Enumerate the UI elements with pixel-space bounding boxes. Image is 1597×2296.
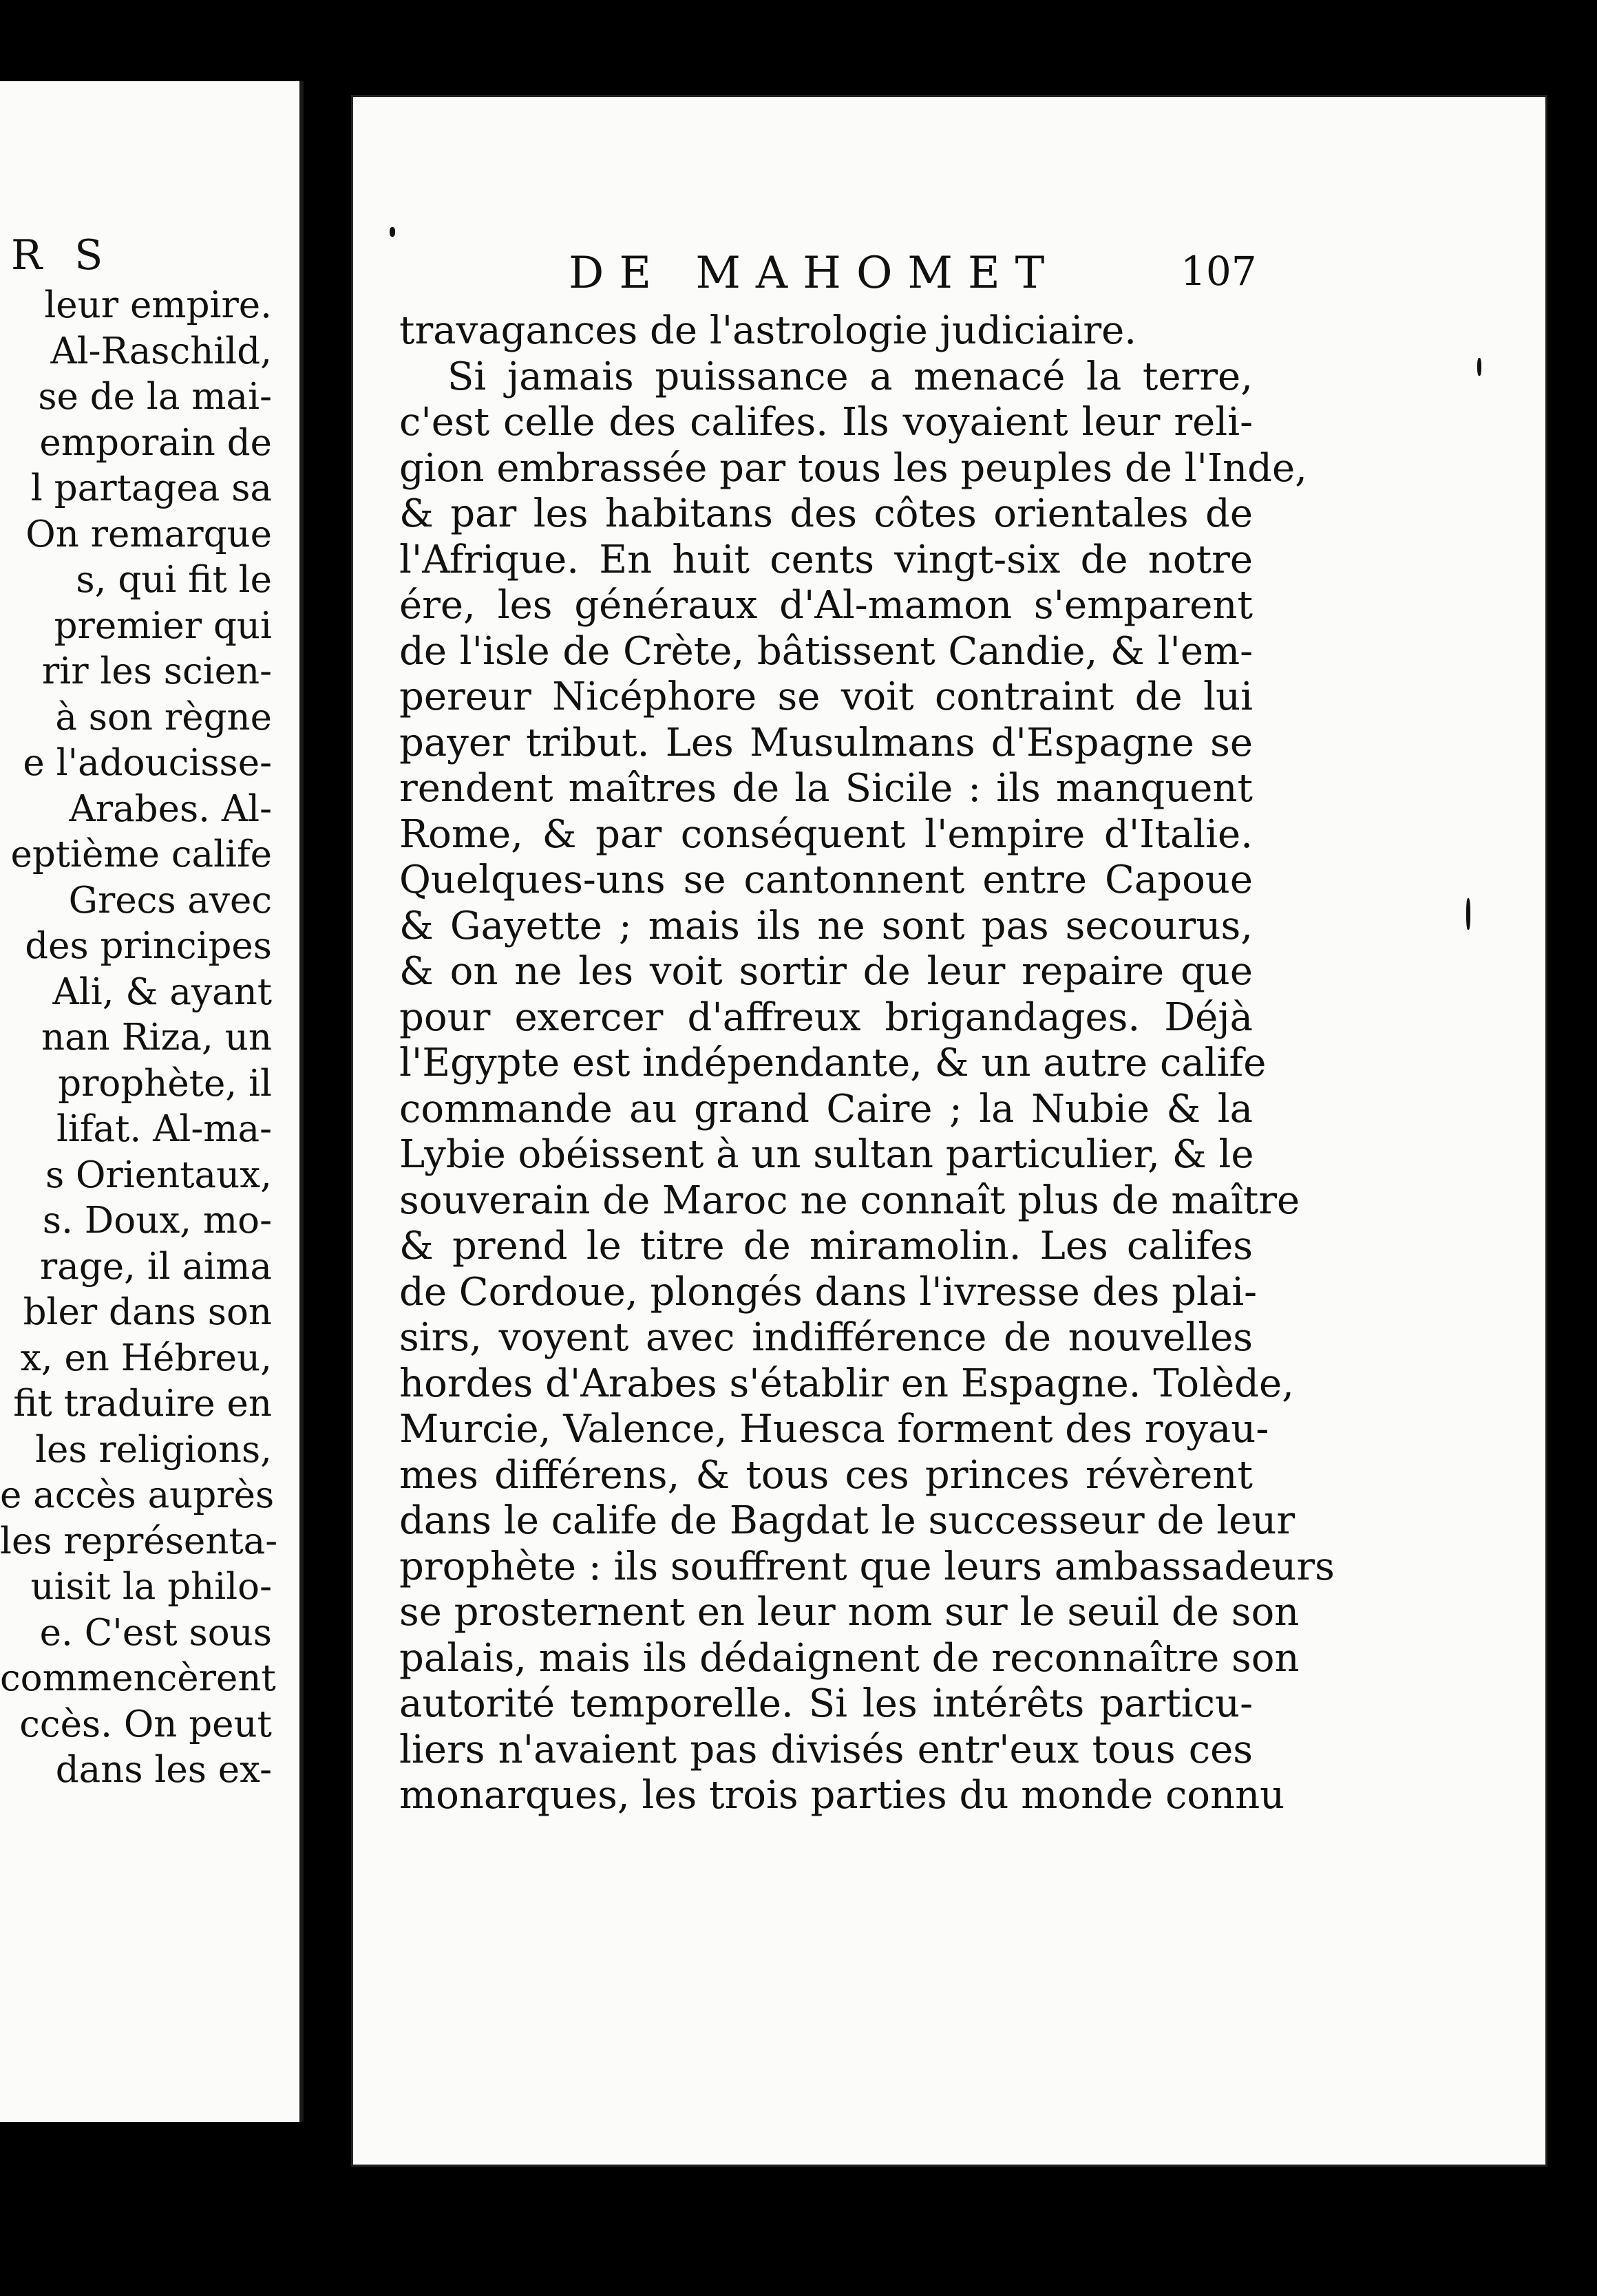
text-line: commande au grand Caire ; la Nubie & la	[399, 1086, 1253, 1131]
text-line: se prosternent en leur nom sur le seuil de son	[399, 1590, 1300, 1635]
text-line: e. C'est sous	[39, 1611, 272, 1654]
text-line: mes différens, & tous ces princes révèrent	[399, 1452, 1253, 1498]
text-line: e accès auprès	[0, 1474, 275, 1516]
text-line: palais, mais ils dédaignent de reconnaître son	[399, 1635, 1300, 1681]
text-line: Al-Raschild,	[50, 330, 272, 372]
ink-speck	[1477, 358, 1481, 376]
text-line: autorité temporelle. Si les intérêts particu-	[399, 1681, 1253, 1726]
text-line: payer tribut. Les Musulmans d'Espagne se	[399, 720, 1253, 765]
text-line: hordes d'Arabes s'établir en Espagne. Tolède,	[399, 1361, 1294, 1406]
text-line: Arabes. Al-	[69, 787, 272, 830]
text-line: rir les scien-	[41, 650, 272, 692]
text-line: prophète : ils souffrent que leurs ambassadeurs	[399, 1544, 1335, 1589]
text-line: & prend le titre de miramolin. Les califes	[399, 1224, 1253, 1268]
text-line: Quelques-uns se cantonnent entre Capoue	[399, 858, 1253, 902]
text-line: l'Afrique. En huit cents vingt-six de notre	[399, 537, 1253, 582]
left-running-head: R S	[11, 231, 113, 279]
text-line: premier qui	[54, 604, 272, 647]
page-number: 107	[1181, 248, 1257, 295]
left-page	[0, 81, 304, 2122]
text-line: de Cordoue, plongés dans l'ivresse des plai-	[399, 1269, 1258, 1315]
text-line: Lybie obéissent à un sultan particulier, & le	[399, 1132, 1254, 1177]
text-line: c'est celle des califes. Ils voyaient leur reli-	[399, 400, 1253, 445]
text-line: Rome, & par conséquent l'empire d'Italie.	[399, 811, 1253, 857]
text-line: ccès. On peut	[19, 1703, 272, 1745]
text-line: eptième calife	[10, 833, 272, 875]
text-line: & par les habitans des côtes orientales de	[399, 491, 1253, 536]
text-line: l partagea sa	[30, 467, 272, 509]
text-line: les religions,	[35, 1428, 272, 1471]
text-line: souverain de Maroc ne connaît plus de maître	[399, 1178, 1300, 1223]
text-line: liers n'avaient pas divisés entr'eux tous ces	[399, 1727, 1253, 1772]
text-line: x, en Hébreu,	[20, 1337, 272, 1379]
text-line: l'Egypte est indépendante, & un autre calife	[399, 1041, 1267, 1085]
text-line: ére, les généraux d'Al-mamon s'emparent	[399, 583, 1253, 628]
ink-speck	[1466, 898, 1470, 930]
text-line: gion embrassée par tous les peuples de l'Inde,	[399, 445, 1307, 491]
text-line: Si jamais puissance a menacé la terre,	[447, 354, 1253, 399]
text-line: Ali, & ayant	[52, 970, 272, 1013]
text-line: dans les ex-	[55, 1749, 272, 1791]
text-line: s Orientaux,	[45, 1154, 272, 1196]
text-line: bler dans son	[23, 1291, 272, 1333]
ink-speck	[390, 227, 395, 237]
text-line: & on ne les voit sortir de leur repaire que	[399, 949, 1253, 994]
text-line: Murcie, Valence, Huesca forment des royau-	[399, 1407, 1269, 1452]
text-line: e l'adoucisse-	[23, 742, 272, 784]
text-line: rendent maîtres de la Sicile : ils manquent	[399, 766, 1253, 811]
text-line: les représenta-	[0, 1520, 278, 1562]
text-line: & Gayette ; mais ils ne sont pas secourus,	[399, 903, 1253, 948]
text-line: fit traduire en	[13, 1383, 272, 1425]
text-line: à son règne	[55, 696, 272, 738]
right-running-head: DE MAHOMET	[569, 248, 1060, 299]
text-line: sirs, voyent avec indifférence de nouvelles	[399, 1315, 1253, 1360]
text-line: On remarque	[25, 513, 272, 555]
text-line: s. Doux, mo-	[42, 1200, 272, 1242]
text-line: Grecs avec	[68, 879, 272, 922]
text-line: rage, il aima	[39, 1245, 272, 1288]
text-line: monarques, les trois parties du monde connu	[399, 1773, 1285, 1818]
text-line: nan Riza, un	[41, 1017, 272, 1059]
text-line: pour exercer d'affreux brigandages. Déjà	[399, 995, 1253, 1040]
text-line: commencèrent	[0, 1657, 276, 1699]
text-line: dans le calife de Bagdat le successeur de leur	[399, 1498, 1295, 1543]
text-line: prophète, il	[58, 1062, 272, 1105]
text-line: uisit la philo-	[30, 1566, 272, 1608]
text-line: des principes	[25, 925, 272, 967]
text-line: de l'isle de Crète, bâtissent Candie, & l'em-	[399, 628, 1253, 674]
text-line: travagances de l'astrologie judiciaire.	[399, 308, 1137, 353]
text-line: se de la mai-	[38, 376, 272, 418]
text-line: pereur Nicéphore se voit contraint de lui	[399, 674, 1253, 719]
text-line: emporain de	[39, 421, 272, 464]
text-line: lifat. Al-ma-	[56, 1108, 272, 1150]
text-line: leur empire.	[44, 284, 272, 326]
text-line: s, qui fit le	[76, 559, 272, 601]
